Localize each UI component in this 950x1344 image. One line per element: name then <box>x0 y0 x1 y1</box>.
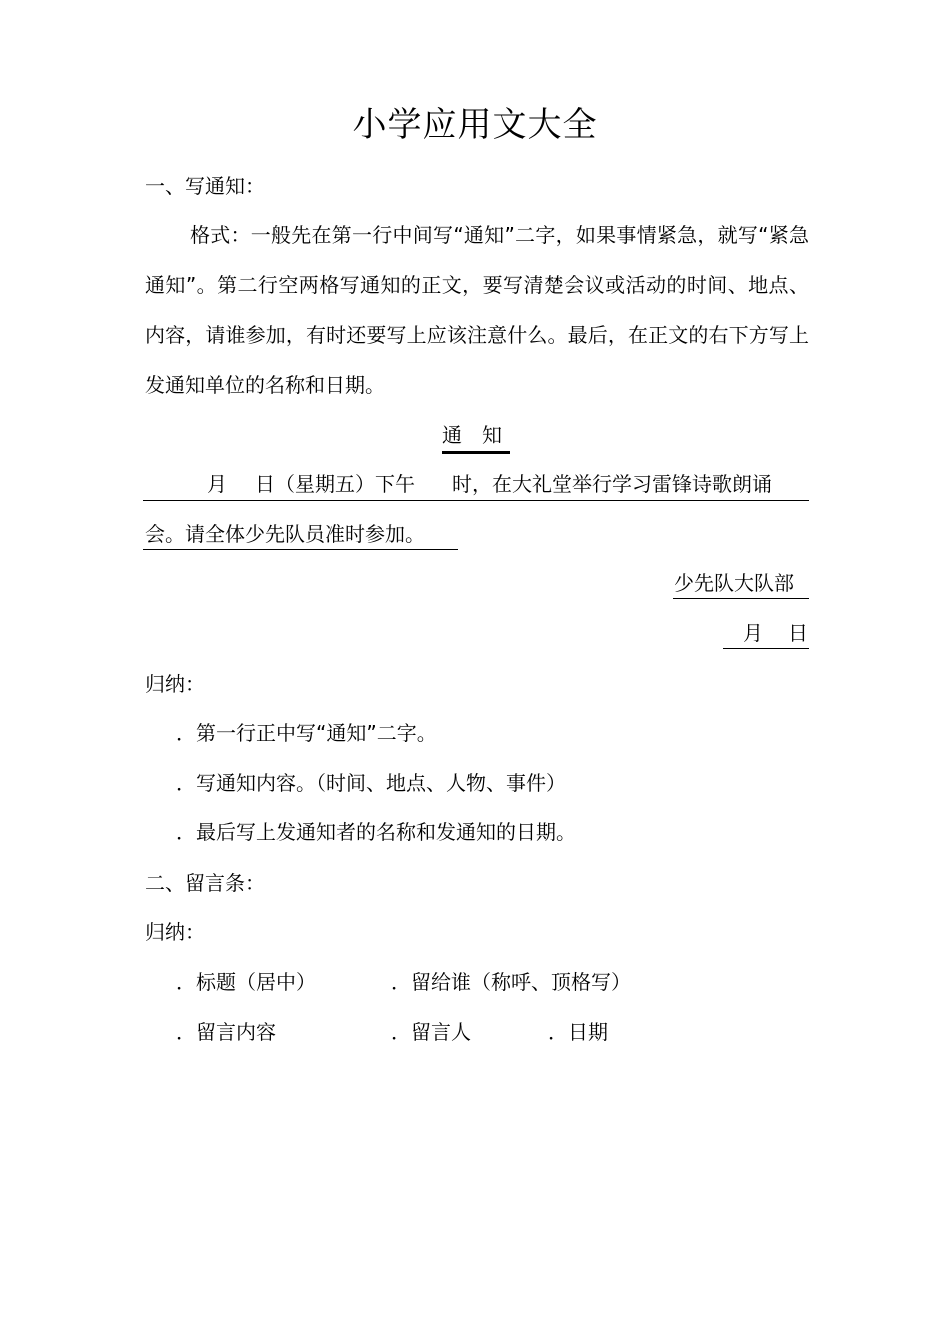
notice-body-line2: 会。请全体少先队员准时参加。 <box>145 522 425 546</box>
note-item-content: ．留言内容 <box>176 1020 276 1044</box>
note-item-title: ．标题（居中） <box>176 970 316 994</box>
section1-heading: 一、写通知： <box>145 174 265 198</box>
notice-date-day: 日 <box>788 621 808 645</box>
notice-signature-underline <box>673 598 809 599</box>
summary-item-3: ．最后写上发通知者的名称和发通知的日期。 <box>176 820 576 844</box>
notice-body-underline-1 <box>143 500 809 501</box>
summary-item-1: ．第一行正中写“通知”二字。 <box>176 721 437 745</box>
notice-body-underline-2 <box>143 549 458 550</box>
notice-body-day: 日（星期五）下午 <box>255 472 415 496</box>
page-title: 小学应用文大全 <box>352 105 598 145</box>
summary-label-2: 归纳： <box>145 920 205 944</box>
summary-label-1: 归纳： <box>145 672 205 696</box>
notice-heading-underline <box>442 451 510 454</box>
notice-example-heading: 通 知 <box>442 423 502 447</box>
notice-body-month: 月 <box>207 472 227 496</box>
notice-signature: 少先队大队部 <box>674 571 794 595</box>
note-item-recipient: ．留给谁（称呼、顶格写） <box>391 970 631 994</box>
notice-date-underline <box>723 648 809 649</box>
summary-item-2: ．写通知内容。（时间、地点、人物、事件） <box>176 771 566 795</box>
notice-body-line1: 时，在大礼堂举行学习雷锋诗歌朗诵 <box>452 472 772 496</box>
notice-date-month: 月 <box>743 621 763 645</box>
note-item-date: ．日期 <box>548 1020 608 1044</box>
note-item-author: ．留言人 <box>391 1020 471 1044</box>
section2-heading: 二、留言条： <box>145 871 265 895</box>
format-paragraph: 格式：一般先在第一行中间写“通知”二字，如果事情紧急，就写“紧急通知”。第二行空两格写通知的正文，要写清楚会议或活动的时间、地点、内容，请谁参加，有时还要写上应该注意什么。最后，在正文的右下方写上发通知单位的名称和日期。 <box>145 223 809 397</box>
